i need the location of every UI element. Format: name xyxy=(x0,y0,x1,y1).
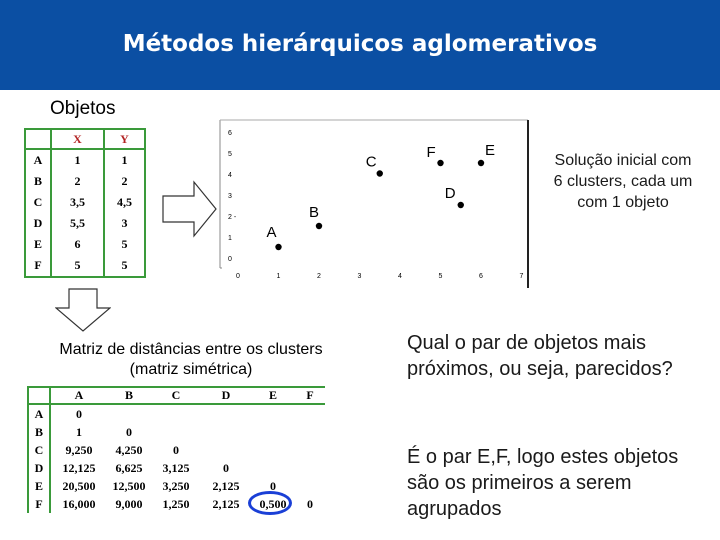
matrix-cell: 9,000 xyxy=(115,496,143,511)
highlight-circle xyxy=(248,491,292,515)
point-label: B xyxy=(309,204,320,221)
point-label: A xyxy=(266,224,277,241)
matrix-header-cell: A xyxy=(50,387,107,404)
x-tick-label: 2 xyxy=(317,273,321,280)
matrix-cell xyxy=(251,459,295,477)
point-label: F xyxy=(426,144,436,161)
matrix-cell xyxy=(201,404,251,423)
matrix-cell: D xyxy=(28,459,50,477)
objects-header-cell: X xyxy=(51,129,104,149)
matrix-cell: 0 xyxy=(223,460,229,475)
point-label: D xyxy=(444,185,456,202)
matrix-header-cell: F xyxy=(295,387,325,404)
matrix-cell: 0 xyxy=(126,424,132,439)
x-tick-label: 4 xyxy=(398,273,402,280)
objects-cell: 6 xyxy=(51,234,104,255)
matrix-cell highlighted-cell xyxy=(251,495,295,513)
point-f xyxy=(437,160,443,166)
objects-row xyxy=(25,192,145,213)
y-tick-label: 6 xyxy=(228,130,232,137)
objects-cell: 1 xyxy=(51,149,104,171)
matrix-cell: 2,125 xyxy=(212,496,240,511)
matrix-cell xyxy=(151,423,201,441)
matrix-cell xyxy=(295,441,325,459)
objects-row xyxy=(25,213,145,234)
matrix-cell xyxy=(107,404,151,423)
objects-label: Objetos xyxy=(50,98,116,119)
objects-row xyxy=(25,149,145,171)
matrix-cell: E xyxy=(28,477,50,495)
matrix-cell: 1,250 xyxy=(162,496,190,511)
objects-row xyxy=(25,255,145,277)
matrix-header-cell xyxy=(28,387,50,404)
matrix-cell xyxy=(251,441,295,459)
matrix-header-row xyxy=(28,387,325,404)
point-label: E xyxy=(485,142,496,159)
matrix-cell xyxy=(251,423,295,441)
objects-cell: 3 xyxy=(121,216,128,230)
point-b xyxy=(316,223,322,229)
point-a xyxy=(275,244,281,250)
matrix-cell xyxy=(251,404,295,423)
point-e xyxy=(478,160,484,166)
y-tick-label: 5 xyxy=(228,151,232,158)
objects-cell: B xyxy=(25,171,51,192)
objects-cell: A xyxy=(25,149,51,171)
objects-cell: D xyxy=(25,213,51,234)
objects-row xyxy=(25,171,145,192)
matrix-cell xyxy=(295,459,325,477)
right-arrow-icon xyxy=(162,180,218,238)
matrix-row xyxy=(28,441,325,459)
matrix-cell: 12,125 xyxy=(62,460,96,475)
matrix-cell: 3,125 xyxy=(162,460,190,475)
point-d xyxy=(458,202,464,208)
matrix-cell xyxy=(295,404,325,423)
x-tick-label: 6 xyxy=(479,273,483,280)
matrix-cell: 4,250 xyxy=(115,442,143,457)
y-tick-label: 1 xyxy=(228,235,232,242)
matrix-cell: C xyxy=(28,441,50,459)
objects-cell: 4,5 xyxy=(117,195,132,209)
matrix-cell: 12,500 xyxy=(112,478,146,493)
matrix-cell xyxy=(151,404,201,423)
matrix-cell xyxy=(201,423,251,441)
objects-row xyxy=(25,234,145,255)
objects-cell: 3,5 xyxy=(51,192,104,213)
x-tick-label: 0 xyxy=(236,273,240,280)
y-tick-label: 2 - xyxy=(228,214,237,221)
matrix-cell: 2,125 xyxy=(212,478,240,493)
matrix-cell: 3,250 xyxy=(162,478,190,493)
matrix-cell: 16,000 xyxy=(62,496,96,511)
matrix-label: Matriz de distâncias entre os clusters (matriz simétrica) xyxy=(59,341,323,378)
scatter-plot xyxy=(216,118,536,288)
objects-header-cell: Y xyxy=(104,129,145,149)
distance-matrix-table xyxy=(27,386,325,513)
page-title: Métodos hierárquicos aglomerativos xyxy=(122,31,598,57)
highlighted-value: 0,500 xyxy=(259,496,287,511)
x-tick-label: 1 xyxy=(276,273,281,280)
matrix-header-cell: B xyxy=(107,387,151,404)
title-banner xyxy=(0,0,720,90)
objects-cell: 1 xyxy=(121,153,128,167)
matrix-cell: 0 xyxy=(270,478,276,493)
objects-cell: C xyxy=(25,192,51,213)
matrix-cell: F xyxy=(28,495,50,513)
matrix-cell xyxy=(295,423,325,441)
matrix-cell: 9,250 xyxy=(65,442,93,457)
y-tick-label: 3 xyxy=(228,193,232,200)
objects-cell: 5 xyxy=(121,258,128,272)
matrix-row xyxy=(28,495,325,513)
matrix-cell: 20,500 xyxy=(62,478,96,493)
x-tick-label: 5 xyxy=(438,273,443,280)
matrix-cell xyxy=(295,477,325,495)
matrix-cell: B xyxy=(28,423,50,441)
objects-cell: 5 xyxy=(51,255,104,277)
question-text: Qual o par de objetos mais próximos, ou seja, parecidos? xyxy=(407,332,673,380)
objects-cell: 2 xyxy=(51,171,104,192)
matrix-header-cell: C xyxy=(151,387,201,404)
objects-cell: 5,5 xyxy=(51,213,104,234)
y-tick-label: 0 xyxy=(228,256,232,263)
x-tick-label: 7 xyxy=(519,273,524,280)
matrix-cell: 0 xyxy=(173,442,179,457)
matrix-row xyxy=(28,459,325,477)
initial-solution-text: Solução inicial com 6 clusters, cada um com 1 objeto xyxy=(553,152,693,211)
objects-cell: 2 xyxy=(121,174,128,188)
objects-header-cell xyxy=(25,129,51,149)
objects-header-row xyxy=(25,129,145,149)
matrix-cell: 0 xyxy=(307,496,313,511)
matrix-row xyxy=(28,404,325,423)
y-tick-label: 4 xyxy=(228,172,232,179)
down-arrow-icon xyxy=(55,288,111,332)
matrix-cell: 1 xyxy=(76,424,82,439)
matrix-cell xyxy=(201,441,251,459)
point-c xyxy=(377,170,383,176)
x-tick-label: 3 xyxy=(357,273,362,280)
matrix-cell: 0 xyxy=(76,406,82,421)
matrix-row xyxy=(28,423,325,441)
matrix-header-cell: D xyxy=(201,387,251,404)
objects-cell: 5 xyxy=(121,237,128,251)
matrix-cell: 6,625 xyxy=(115,460,143,475)
matrix-cell: A xyxy=(28,404,50,423)
matrix-header-cell: E xyxy=(251,387,295,404)
point-label: C xyxy=(365,153,377,171)
objects-cell: E xyxy=(25,234,51,255)
answer-text: É o par E,F, logo estes objetos são os primeiros a serem agrupados xyxy=(407,446,679,520)
objects-table xyxy=(24,128,146,278)
objects-cell: F xyxy=(25,255,51,277)
